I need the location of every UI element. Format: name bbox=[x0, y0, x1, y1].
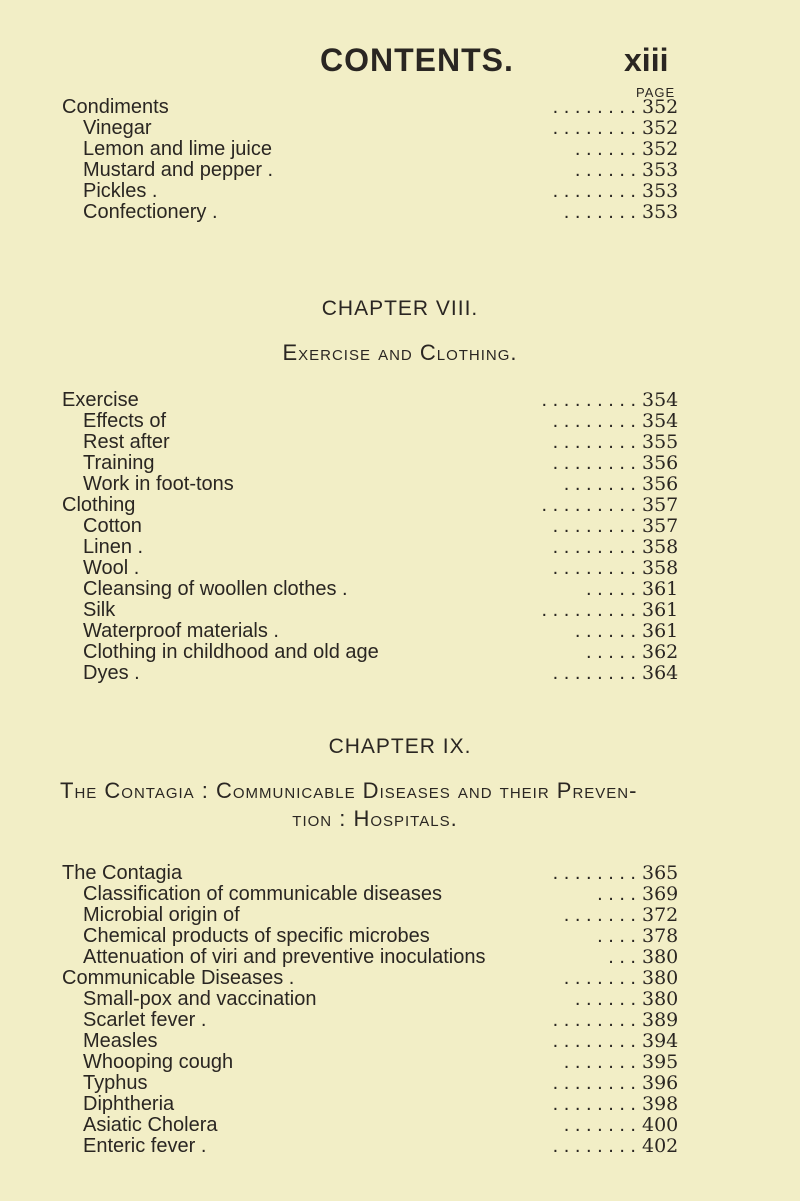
toc-entry-page: 395 bbox=[642, 1051, 679, 1073]
toc-entry bbox=[0, 1010, 800, 1031]
toc-entry bbox=[0, 1094, 800, 1115]
toc-entry bbox=[0, 1115, 800, 1136]
chapter-title-line2: tion : Hospitals. bbox=[292, 806, 458, 831]
toc-entry-page: 362 bbox=[642, 641, 679, 663]
toc-entry-page: 361 bbox=[642, 620, 679, 642]
toc-entry bbox=[0, 453, 800, 474]
toc-entry-page: 372 bbox=[642, 904, 679, 926]
toc-entry bbox=[0, 97, 800, 118]
toc-entry-label: Asiatic Cholera bbox=[83, 1114, 218, 1136]
toc-leaders: . . . . . . . bbox=[563, 202, 636, 223]
toc-entry-page: 394 bbox=[642, 1030, 679, 1052]
toc-entry-page: 364 bbox=[642, 662, 679, 684]
chapter-heading: CHAPTER VIII. bbox=[321, 297, 479, 320]
toc-leaders: . . . . . . . . . bbox=[541, 495, 636, 516]
toc-entry-page: 365 bbox=[642, 862, 679, 884]
toc-entry bbox=[0, 390, 800, 411]
toc-entry-label: Confectionery . bbox=[83, 201, 218, 223]
toc-entry-label: Silk bbox=[83, 599, 116, 621]
chapter-title bbox=[60, 777, 750, 833]
toc-leaders: . . . . . . . . bbox=[552, 118, 636, 139]
toc-group-food bbox=[0, 97, 800, 223]
toc-entry-label: Enteric fever . bbox=[83, 1135, 207, 1157]
toc-leaders: . . . . . . . . bbox=[552, 181, 636, 202]
toc-leaders: . . . . . bbox=[585, 579, 636, 600]
toc-entry-page: 380 bbox=[642, 946, 679, 968]
toc-chapter9 bbox=[0, 863, 800, 1157]
toc-entry bbox=[0, 558, 800, 579]
toc-entry-label: Chemical products of specific microbes bbox=[83, 925, 430, 947]
toc-entry-page: 357 bbox=[642, 494, 679, 516]
toc-entry-label: Typhus bbox=[83, 1072, 148, 1094]
toc-entry bbox=[0, 411, 800, 432]
toc-entry bbox=[0, 600, 800, 621]
toc-entry-label: Microbial origin of bbox=[83, 904, 240, 926]
toc-entry bbox=[0, 905, 800, 926]
toc-entry-label: Work in foot-tons bbox=[83, 473, 234, 495]
toc-leaders: . . . . . . . bbox=[563, 968, 636, 989]
toc-chapter8 bbox=[0, 390, 800, 684]
toc-leaders: . . . . . . bbox=[574, 139, 636, 160]
toc-entry-label: Cotton bbox=[83, 515, 142, 537]
toc-entry-page: 352 bbox=[642, 96, 679, 118]
toc-entry-page: 356 bbox=[642, 452, 679, 474]
toc-leaders: . . . . . . . bbox=[563, 1115, 636, 1136]
toc-entry bbox=[0, 663, 800, 684]
toc-entry-page: 352 bbox=[642, 138, 679, 160]
toc-entry-label: Rest after bbox=[83, 431, 170, 453]
toc-entry-label: Vinegar bbox=[83, 117, 152, 139]
toc-entry bbox=[0, 968, 800, 989]
toc-leaders: . . . . . . . . bbox=[552, 863, 636, 884]
toc-entry-label: Effects of bbox=[83, 410, 167, 432]
toc-entry-page: 354 bbox=[642, 389, 679, 411]
toc-leaders: . . . . . . . . bbox=[552, 1010, 636, 1031]
toc-entry-page: 396 bbox=[642, 1072, 679, 1094]
toc-entry-label: Pickles . bbox=[83, 180, 158, 202]
toc-entry-page: 358 bbox=[642, 536, 679, 558]
toc-entry bbox=[0, 1073, 800, 1094]
toc-entry-label: Linen . bbox=[83, 536, 144, 558]
toc-entry bbox=[0, 1031, 800, 1052]
toc-entry-page: 355 bbox=[642, 431, 679, 453]
toc-leaders: . . . . . . . bbox=[563, 1052, 636, 1073]
toc-entry-page: 352 bbox=[642, 117, 679, 139]
toc-entry bbox=[0, 947, 800, 968]
toc-entry bbox=[0, 926, 800, 947]
toc-entry bbox=[0, 432, 800, 453]
toc-entry-label: Training bbox=[83, 452, 155, 474]
toc-entry-page: 380 bbox=[642, 988, 679, 1010]
toc-entry bbox=[0, 863, 800, 884]
toc-entry-page: 369 bbox=[642, 883, 679, 905]
running-title: CONTENTS. bbox=[320, 42, 514, 78]
toc-entry bbox=[0, 537, 800, 558]
toc-leaders: . . . . . . bbox=[574, 160, 636, 181]
toc-entry-label: Condiments bbox=[62, 96, 169, 118]
toc-leaders: . . . . . . . . . bbox=[541, 600, 636, 621]
toc-entry-label: Mustard and pepper . bbox=[83, 159, 274, 181]
toc-entry-page: 361 bbox=[642, 599, 679, 621]
toc-entry-label: Cleansing of woollen clothes . bbox=[83, 578, 348, 600]
toc-entry bbox=[0, 139, 800, 160]
toc-leaders: . . . . . . . . bbox=[552, 537, 636, 558]
toc-entry-label: Measles bbox=[83, 1030, 158, 1052]
toc-leaders: . . . . . bbox=[585, 642, 636, 663]
toc-leaders: . . . . . . . . bbox=[552, 1094, 636, 1115]
toc-entry bbox=[0, 516, 800, 537]
toc-entry-page: 356 bbox=[642, 473, 679, 495]
toc-leaders: . . . . . . bbox=[574, 621, 636, 642]
toc-leaders: . . . . . . . . bbox=[552, 663, 636, 684]
toc-leaders: . . . . . . . . bbox=[552, 453, 636, 474]
toc-leaders: . . . . . . . bbox=[563, 474, 636, 495]
toc-leaders: . . . . . . . . bbox=[552, 411, 636, 432]
toc-entry-label: Waterproof materials . bbox=[83, 620, 279, 642]
toc-entry bbox=[0, 621, 800, 642]
toc-entry-page: 353 bbox=[642, 180, 679, 202]
toc-leaders: . . . . . . . . bbox=[552, 97, 636, 118]
toc-entry bbox=[0, 884, 800, 905]
toc-entry-label: Communicable Diseases . bbox=[62, 967, 295, 989]
toc-entry bbox=[0, 989, 800, 1010]
toc-leaders: . . . . . . . . bbox=[552, 516, 636, 537]
toc-entry bbox=[0, 160, 800, 181]
toc-entry bbox=[0, 181, 800, 202]
toc-entry-label: The Contagia bbox=[62, 862, 183, 884]
toc-entry-page: 357 bbox=[642, 515, 679, 537]
toc-entry-page: 361 bbox=[642, 578, 679, 600]
chapter-title-line1: The Contagia : Communicable Diseases and their Preven- bbox=[60, 778, 638, 803]
toc-entry-label: Classification of communicable diseases bbox=[83, 883, 443, 905]
page-number: xiii bbox=[624, 42, 669, 78]
toc-entry-page: 380 bbox=[642, 967, 679, 989]
toc-leaders: . . . . . . . . bbox=[552, 558, 636, 579]
toc-leaders: . . . . bbox=[597, 926, 636, 947]
toc-entry-page: 378 bbox=[642, 925, 679, 947]
page-column-label: PAGE bbox=[636, 85, 676, 100]
toc-entry bbox=[0, 579, 800, 600]
toc-entry bbox=[0, 202, 800, 223]
toc-entry-label: Exercise bbox=[62, 389, 139, 411]
toc-entry bbox=[0, 1136, 800, 1157]
toc-entry-label: Dyes . bbox=[83, 662, 140, 684]
toc-entry-label: Wool . bbox=[83, 557, 140, 579]
toc-entry-page: 400 bbox=[642, 1114, 679, 1136]
toc-entry-label: Small-pox and vaccination bbox=[83, 988, 317, 1010]
toc-entry-page: 353 bbox=[642, 159, 679, 181]
toc-entry-label: Clothing in childhood and old age bbox=[83, 641, 379, 663]
toc-leaders: . . . . . . . . bbox=[552, 1136, 636, 1157]
running-head bbox=[0, 30, 800, 80]
toc-leaders: . . . . bbox=[597, 884, 636, 905]
toc-leaders: . . . . . . . . bbox=[552, 1031, 636, 1052]
toc-entry-label: Clothing bbox=[62, 494, 136, 516]
toc-leaders: . . . bbox=[608, 947, 636, 968]
toc-entry bbox=[0, 118, 800, 139]
toc-entry-page: 398 bbox=[642, 1093, 679, 1115]
toc-entry-label: Diphtheria bbox=[83, 1093, 175, 1115]
toc-entry bbox=[0, 1052, 800, 1073]
toc-entry-label: Lemon and lime juice bbox=[83, 138, 272, 160]
toc-entry bbox=[0, 642, 800, 663]
toc-leaders: . . . . . . . . bbox=[552, 1073, 636, 1094]
toc-leaders: . . . . . . . . . bbox=[541, 390, 636, 411]
toc-entry bbox=[0, 474, 800, 495]
toc-leaders: . . . . . . . . bbox=[552, 432, 636, 453]
toc-entry-page: 358 bbox=[642, 557, 679, 579]
toc-entry-label: Attenuation of viri and preventive inoculations bbox=[83, 946, 486, 968]
toc-entry-page: 402 bbox=[642, 1135, 679, 1157]
toc-entry bbox=[0, 495, 800, 516]
chapter-heading: CHAPTER IX. bbox=[328, 735, 472, 758]
toc-entry-label: Whooping cough bbox=[83, 1051, 234, 1073]
toc-entry-page: 354 bbox=[642, 410, 679, 432]
toc-entry-label: Scarlet fever . bbox=[83, 1009, 207, 1031]
toc-entry-page: 389 bbox=[642, 1009, 679, 1031]
toc-leaders: . . . . . . bbox=[574, 989, 636, 1010]
chapter-title: Exercise and Clothing. bbox=[282, 340, 518, 365]
toc-leaders: . . . . . . . bbox=[563, 905, 636, 926]
toc-entry-page: 353 bbox=[642, 201, 679, 223]
